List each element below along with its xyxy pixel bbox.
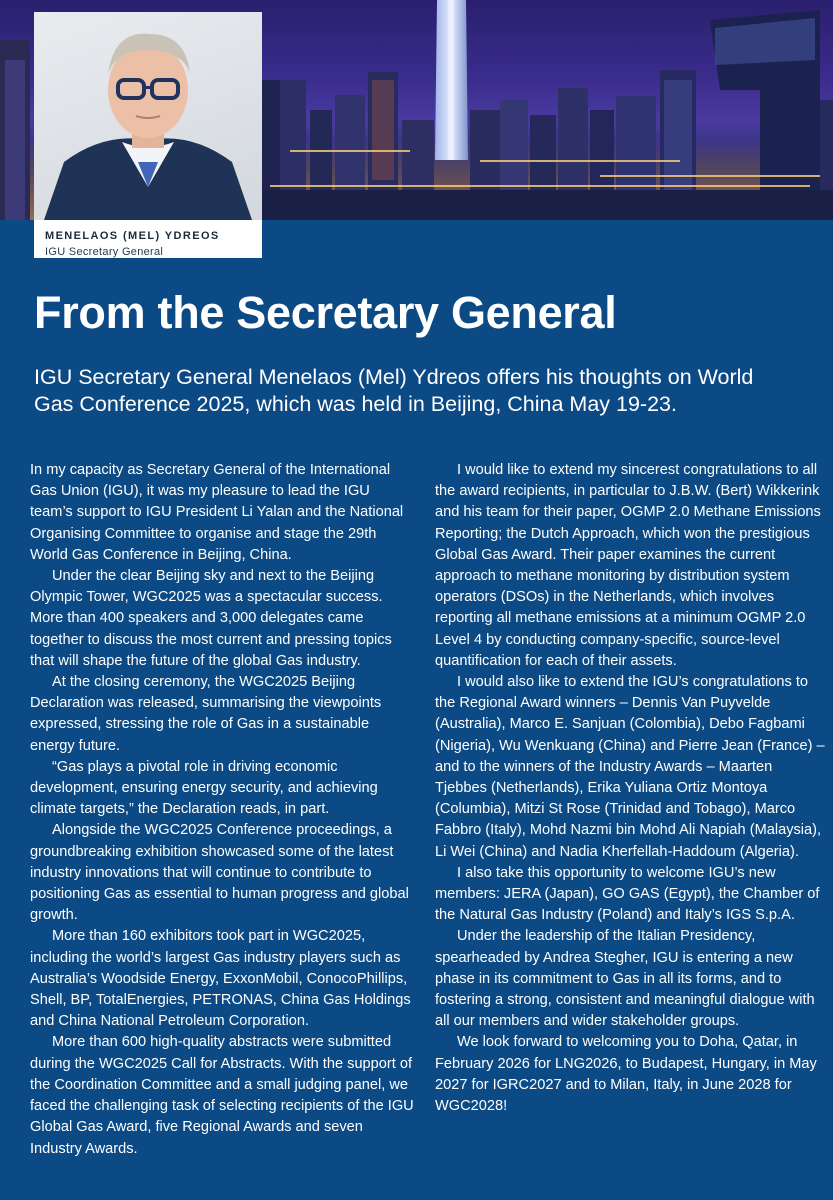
article-title: From the Secretary General (34, 287, 617, 338)
paragraph: I also take this opportunity to welcome IGU’s new members: JERA (Japan), GO GAS (Egypt), the Chamber of the Natural Gas Industry (Poland) and Italy’s IGS S.p.A. (435, 864, 820, 924)
paragraph: Under the leadership of the Italian Presidency, spearheaded by Andrea Stegher, IGU is entering a new phase in its commitment to Gas in all its forms, and to fostering a strong, consistent and meaningful dialogue with all our members and wider stakeholder groups. (435, 928, 815, 1030)
article-subtitle: IGU Secretary General Menelaos (Mel) Ydreos offers his thoughts on World Gas Conference 2025, which was held in Beijing, China May 19-23. (34, 365, 754, 416)
paragraph: More than 600 high-quality abstracts were submitted during the WGC2025 Call for Abstracts. With the support of the Coordination Committee and a small judging panel, we faced the challenging task of selecting recipients of the IGU Global Gas Award, five Regional Awards and seven Industry Awards. (30, 1034, 414, 1157)
person-role: IGU Secretary General (45, 246, 164, 258)
paragraph: Under the clear Beijing sky and next to the Beijing Olympic Tower, WGC2025 was a spectacular success. More than 400 speakers and 3,000 delegates came together to discuss the most current and pressing topics that will shape the future of the global Gas industry. (30, 568, 392, 669)
paragraph: At the closing ceremony, the WGC2025 Beijing Declaration was released, summarising the viewpoints expressed, stressing the role of Gas in a sustainable energy future. (30, 674, 382, 754)
right-column (435, 460, 825, 1117)
person-name: MENELAOS (MEL) YDREOS (45, 230, 220, 242)
paragraph: “Gas plays a pivotal role in driving economic development, ensuring energy security, and achieving climate targets,” the Declaration reads, in part. (30, 758, 378, 818)
paragraph: I would also like to extend the IGU’s congratulations to the Regional Award winners – Dennis Van Puyvelde (Australia), Marco E. Sanjuan (Colombia), Debo Fagbami (Nigeria), Wu Wenkuang (China) and Pierre Jean (France) – and to the winners of the Industry Awards – Maarten Tjebbes (Netherlands), Erika Yuliana Ortiz Montoya (Columbia), Mitzi St Rose (Trinidad and Tobago), Marco Fabbro (Italy), Mohd Nazmi bin Mohd Ali Napiah (Malaysia), Li Wei (China) and Nadia Kherfellah-Haddoum (Algeria). (435, 674, 825, 860)
paragraph: We look forward to welcoming you to Doha, Qatar, in February 2026 for LNG2026, to Budapest, Hungary, in May 2027 for IGRC2027 and to Milan, Italy, in June 2028 for WGC2028! (435, 1034, 817, 1115)
paragraph: In my capacity as Secretary General of the International Gas Union (IGU), it was my pleasure to lead the IGU team’s support to IGU President Li Yalan and the National Organising Committee to organise and stage the 29th World Gas Conference in Beijing, China. (30, 462, 404, 563)
paragraph: Alongside the WGC2025 Conference proceedings, a groundbreaking exhibition showcased some of the latest industry innovations that will continue to contribute to positioning Gas as essential to human progress and global growth. (30, 822, 409, 924)
left-column (30, 460, 415, 1160)
portrait-card (34, 12, 262, 258)
paragraph: I would like to extend my sincerest congratulations to all the award recipients, in particular to J.B.W. (Bert) Wikkerink and his team for their paper, OGMP 2.0 Methane Emissions Reporting; the Dutch Approach, which won the prestigious Global Gas Award. Their paper examines the current approach to methane monitoring by distribution system operators (DSOs) in the Netherlands, which involves reporting all methane emissions at a minimum OGMP 2.0 Level 4 by conducting company-specific, source-level quantification for each of their assets. (435, 462, 821, 669)
person-illustration (34, 12, 262, 220)
paragraph: More than 160 exhibitors took part in WGC2025, including the world’s largest Gas industry players such as Australia’s Woodside Energy, ExxonMobil, ConocoPhillips, Shell, BP, TotalEnergies, PETRONAS, China Gas Holdings and China National Petroleum Corporation. (30, 928, 411, 1030)
portrait-photo (34, 12, 262, 220)
